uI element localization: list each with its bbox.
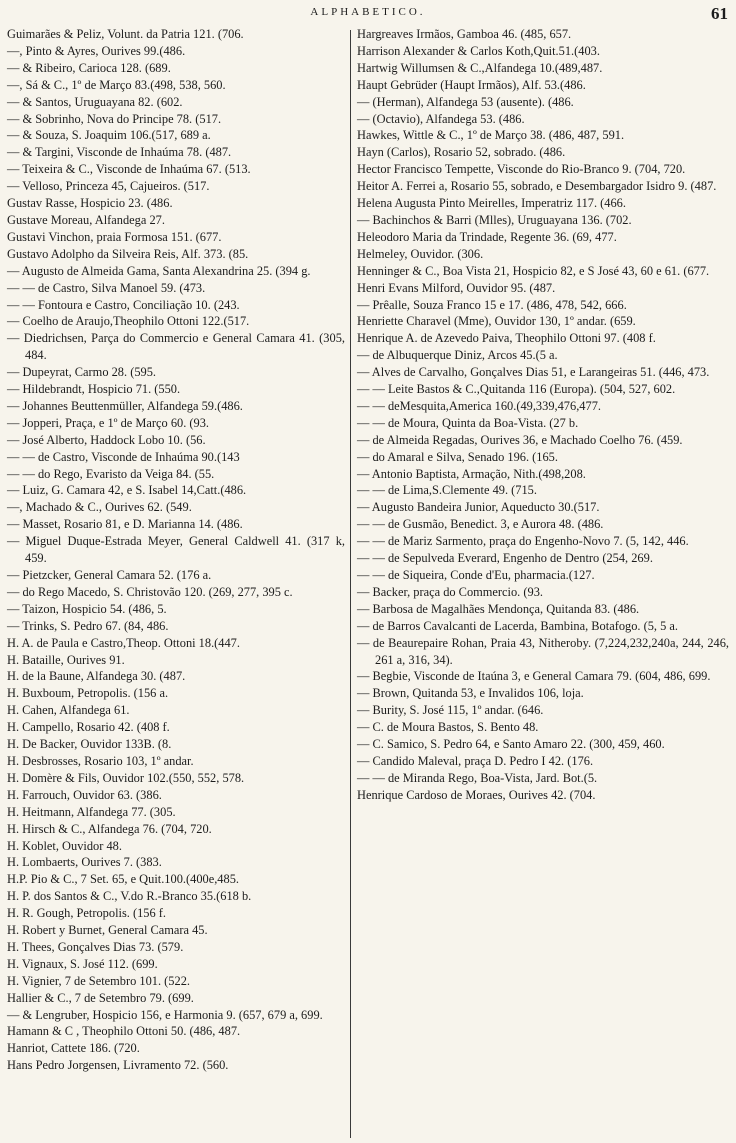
directory-entry: Gustav Rasse, Hospicio 23. (486. [7, 196, 173, 211]
directory-entry: H. Desbrosses, Rosario 103, 1º andar. [7, 753, 194, 768]
directory-entry: — — de Miranda Rego, Boa-Vista, Jard. Bot.(5. [357, 770, 598, 785]
directory-entry: H. Hirsch & C., Alfandega 76. (704, 720. [7, 821, 212, 836]
directory-entry: Heleodoro Maria da Trindade, Regente 36. (69, 477. [357, 229, 617, 244]
directory-entry: Gustavi Vinchon, praia Formosa 151. (677. [7, 229, 222, 244]
directory-entry: Henri Evans Milford, Ouvidor 95. (487. [357, 280, 556, 295]
directory-entry: — (Octavio), Alfandega 53. (486. [357, 111, 525, 126]
directory-entry: — Antonio Baptista, Armação, Nith.(498,208. [357, 466, 586, 481]
directory-entry: — Prêalle, Souza Franco 15 e 17. (486, 478, 542, 666. [357, 297, 627, 312]
directory-entry: Hayn (Carlos), Rosario 52, sobrado. (486. [357, 145, 566, 160]
directory-entry: —, Pinto & Ayres, Ourives 99.(486. [7, 43, 186, 58]
directory-entry: — Augusto de Almeida Gama, Santa Alexandrina 25. (394 g. [7, 263, 311, 278]
directory-entry: — Johannes Beuttenmüller, Alfandega 59.(486. [7, 398, 243, 413]
directory-entry: — — de Castro, Visconde de Inhaúma 90.(143 [7, 449, 240, 464]
directory-entry: Gustavo Adolpho da Silveira Reis, Alf. 373. (85. [7, 246, 249, 261]
directory-entry: — — de Moura, Quinta da Boa-Vista. (27 b. [357, 415, 579, 430]
directory-entry: — Trinks, S. Pedro 67. (84, 486. [7, 618, 169, 633]
directory-entry: — Dupeyrat, Carmo 28. (595. [7, 365, 157, 380]
directory-entry: H. A. de Paula e Castro,Theop. Ottoni 18.(447. [7, 635, 240, 650]
running-title: ALPHABETICO. [310, 6, 426, 18]
directory-entry: — Velloso, Princeza 45, Cajueiros. (517. [7, 179, 210, 194]
directory-entry: Henriette Charavel (Mme), Ouvidor 130, 1º andar. (659. [357, 314, 636, 329]
directory-entry: — Burity, S. José 115, 1º andar. (646. [357, 703, 544, 718]
directory-entry: H. Cahen, Alfandega 61. [7, 703, 130, 718]
directory-entry: Guimarães & Peliz, Volunt. da Patria 121. (706. [7, 27, 244, 41]
directory-entry: Hartwig Willumsen & C.,Alfandega 10.(489,487. [357, 60, 603, 75]
directory-entry: — de Barros Cavalcanti de Lacerda, Bambina, Botafogo. (5, 5 a. [357, 618, 679, 633]
directory-entry: — Coelho de Araujo,Theophilo Ottoni 122.(517. [7, 314, 250, 329]
column-divider [350, 30, 351, 1138]
page-number: 61 [711, 4, 728, 23]
directory-entry: H. Lombaerts, Ourives 7. (383. [7, 855, 162, 870]
directory-entry: — Alves de Carvalho, Gonçalves Dias 51, e Larangeiras 51. (446, 473. [357, 365, 710, 380]
directory-entry: — José Alberto, Haddock Lobo 10. (56. [7, 432, 206, 447]
directory-entry: — Brown, Quitanda 53, e Invalidos 106, loja. [357, 686, 584, 701]
directory-entry: Henninger & C., Boa Vista 21, Hospicio 82, e S José 43, 60 e 61. (677. [357, 263, 710, 278]
directory-entry: — Jopperi, Praça, e 1º de Março 60. (93. [7, 415, 210, 430]
directory-entry: — — de Castro, Silva Manoel 59. (473. [7, 280, 206, 295]
directory-entry: H. Farrouch, Ouvidor 63. (386. [7, 787, 162, 802]
directory-entry: Hector Francisco Tempette, Visconde do Rio-Branco 9. (704, 720. [357, 162, 686, 177]
directory-entry: Hawkes, Wittle & C., 1º de Março 38. (486, 487, 591. [357, 128, 625, 143]
directory-entry: — & Sobrinho, Nova do Principe 78. (517. [7, 111, 222, 126]
directory-entry: — & Lengruber, Hospicio 156, e Harmonia 9. (657, 679 a, 699. [7, 1007, 323, 1022]
directory-entry: — — de Mariz Sarmento, praça do Engenho-Novo 7. (5, 142, 446. [357, 534, 689, 549]
directory-entry: — Candido Maleval, praça D. Pedro I 42. (176. [357, 753, 594, 768]
directory-entry: — C. Samico, S. Pedro 64, e Santo Amaro 22. (300, 459, 460. [357, 737, 665, 752]
directory-entry: H. Robert y Burnet, General Camara 45. [7, 923, 208, 938]
page-header [0, 4, 736, 26]
directory-entry: — Taizon, Hospicio 54. (486, 5. [7, 601, 167, 616]
directory-entry: H. Vignier, 7 de Setembro 101. (522. [7, 973, 190, 988]
directory-entry: Hanriot, Cattete 186. (720. [7, 1041, 140, 1056]
directory-entry: — C. de Moura Bastos, S. Bento 48. [357, 720, 539, 735]
directory-entry: — Bachinchos & Barri (Mlles), Uruguayana 136. (702. [357, 212, 632, 227]
directory-entry: H. R. Gough, Petropolis. (156 f. [7, 906, 167, 921]
directory-entry: — Hildebrandt, Hospicio 71. (550. [7, 382, 181, 397]
directory-entry: — Miguel Duque-Estrada Meyer, General Caldwell 41. (317 k, 459. [7, 534, 345, 566]
directory-entry: —, Sá & C., 1º de Março 83.(498, 538, 560. [7, 77, 226, 92]
directory-entry: Hamann & C , Theophilo Ottoni 50. (486, 487. [7, 1024, 241, 1039]
directory-entry: H. De Backer, Ouvidor 133B. (8. [7, 737, 172, 752]
directory-entry: Hallier & C., 7 de Setembro 79. (699. [7, 990, 194, 1005]
directory-entry: — Luiz, G. Camara 42, e S. Isabel 14,Catt.(486. [7, 483, 247, 498]
directory-entry: — Begbie, Visconde de Itaúna 3, e General Camara 79. (604, 486, 699. [357, 669, 711, 684]
directory-entry: H. Buxboum, Petropolis. (156 a. [7, 686, 169, 701]
directory-entry: Helmeley, Ouvidor. (306. [357, 246, 484, 261]
directory-entry: Henrique Cardoso de Moraes, Ourives 42. (704. [357, 787, 596, 802]
directory-entry: — & Targini, Visconde de Inhaúma 78. (487. [7, 145, 232, 160]
directory-entry: — & Santos, Uruguayana 82. (602. [7, 94, 183, 109]
directory-entry: — Teixeira & C., Visconde de Inhaúma 67. (513. [7, 162, 251, 177]
directory-entry: — & Ribeiro, Carioca 128. (689. [7, 60, 171, 75]
right-column [357, 26, 729, 804]
directory-entry: — — de Siqueira, Conde d'Eu, pharmacia.(127. [357, 568, 595, 582]
directory-entry: — Diedrichsen, Parça do Commercio e General Camara 41. (305, 484. [7, 331, 345, 363]
directory-entry: — Pietzcker, General Camara 52. (176 a. [7, 568, 212, 582]
directory-entry: Heitor A. Ferrei a, Rosario 55, sobrado, e Desembargador Isidro 9. (487. [357, 179, 717, 194]
directory-entry: — (Herman), Alfandega 53 (ausente). (486. [357, 94, 574, 109]
directory-entry: H. Heitmann, Alfandega 77. (305. [7, 804, 176, 819]
left-column [7, 26, 345, 1074]
directory-entry: H. Domère & Fils, Ouvidor 102.(550, 552, 578. [7, 770, 245, 785]
directory-entry: Henrique A. de Azevedo Paiva, Theophilo Ottoni 97. (408 f. [357, 331, 656, 346]
directory-entry: H. de la Baune, Alfandega 30. (487. [7, 669, 186, 684]
directory-entry: — — do Rego, Evaristo da Veiga 84. (55. [7, 466, 215, 481]
directory-entry: Helena Augusta Pinto Meirelles, Imperatriz 117. (466. [357, 196, 626, 211]
directory-entry: — Backer, praça do Commercio. (93. [357, 584, 543, 599]
directory-entry: Hargreaves Irmãos, Gamboa 46. (485, 657. [357, 27, 572, 41]
directory-entry: — — Leite Bastos & C.,Quitanda 116 (Europa). (504, 527, 602. [357, 382, 676, 397]
directory-entry: — — deMesquita,America 160.(49,339,476,477. [357, 398, 601, 413]
directory-entry: — — Fontoura e Castro, Conciliação 10. (243. [7, 297, 240, 312]
directory-entry: H. Koblet, Ouvidor 48. [7, 838, 122, 853]
directory-entry: — & Souza, S. Joaquim 106.(517, 689 a. [7, 128, 211, 143]
directory-entry: — — de Gusmão, Benedict. 3, e Aurora 48. (486. [357, 517, 604, 532]
directory-entry: H.P. Pio & C., 7 Set. 65, e Quit.100.(400e,485. [7, 872, 239, 887]
directory-entry: —, Machado & C., Ourives 62. (549. [7, 500, 192, 515]
directory-entry: Hans Pedro Jorgensen, Livramento 72. (560. [7, 1058, 229, 1073]
directory-entry: H. Vignaux, S. José 112. (699. [7, 956, 158, 971]
directory-entry: H. Campello, Rosario 42. (408 f. [7, 720, 170, 735]
directory-entry: Harrison Alexander & Carlos Koth,Quit.51.(403. [357, 43, 600, 58]
directory-entry: — Barbosa de Magalhães Mendonça, Quitanda 83. (486. [357, 601, 640, 616]
directory-entry: — de Beaurepaire Rohan, Praia 43, Nitheroby. (7,224,232,240a, 244, 246, 261 a, 316, 34). [357, 635, 729, 667]
directory-entry: — de Albuquerque Diniz, Arcos 45.(5 a. [357, 348, 558, 363]
directory-entry: — — de Lima,S.Clemente 49. (715. [357, 483, 537, 498]
directory-entry: H. P. dos Santos & C., V.do R.-Branco 35.(618 b. [7, 889, 252, 904]
directory-entry: Haupt Gebrüder (Haupt Irmãos), Alf. 53.(486. [357, 77, 586, 92]
directory-entry: — do Amaral e Silva, Senado 196. (165. [357, 449, 558, 464]
directory-entry: H. Bataille, Ourives 91. [7, 652, 125, 667]
directory-entry: — Augusto Bandeira Junior, Aqueducto 30.(517. [357, 500, 600, 515]
directory-entry: H. Thees, Gonçalves Dias 73. (579. [7, 939, 184, 954]
directory-entry: — do Rego Macedo, S. Christovão 120. (269, 277, 395 c. [7, 584, 293, 599]
directory-entry: Gustave Moreau, Alfandega 27. [7, 212, 165, 227]
directory-entry: — — de Sepulveda Everard, Engenho de Dentro (254, 269. [357, 551, 653, 566]
directory-entry: — Masset, Rosario 81, e D. Marianna 14. (486. [7, 517, 243, 532]
directory-entry: — de Almeida Regadas, Ourives 36, e Machado Coelho 76. (459. [357, 432, 683, 447]
